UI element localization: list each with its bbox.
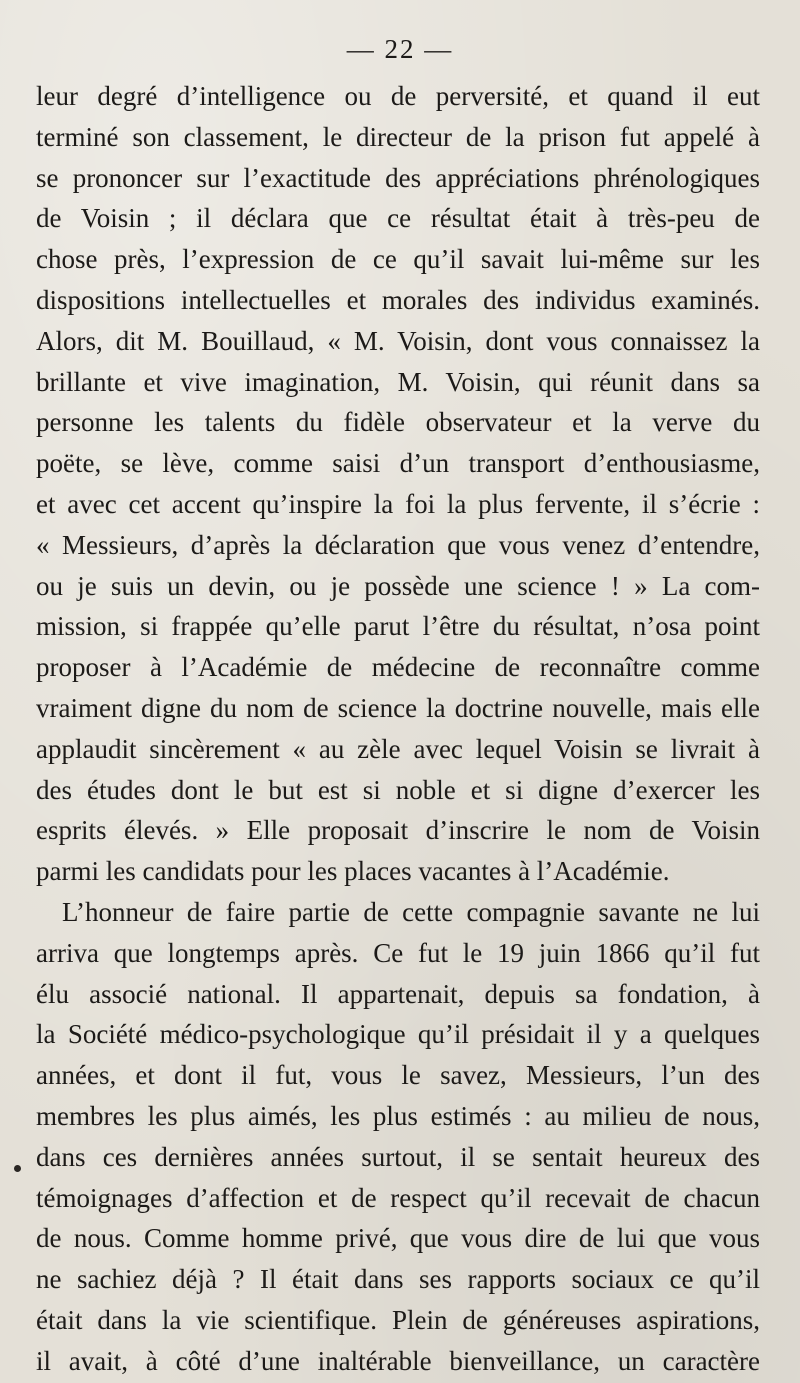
text-line: était dans la vie scientifique. Plein de généreuses aspirations, (36, 1304, 760, 1335)
text-line: de Voisin ; il déclara que ce résultat était à très-peu de (36, 203, 760, 234)
text-line: se prononcer sur l’exactitude des appréciations phrénologiques (36, 162, 760, 193)
text-line: chose près, l’expression de ce qu’il savait lui-même sur les (36, 244, 760, 275)
text-line: la Société médico-psychologique qu’il présidait il y a quelques (36, 1019, 760, 1050)
text-line: arriva que longtemps après. Ce fut le 19 juin 1866 qu’il fut (36, 937, 760, 968)
body-text (36, 76, 760, 1382)
text-line: membres les plus aimés, les plus estimés : au milieu de nous, (36, 1100, 760, 1131)
text-line: ne sachiez déjà ? Il était dans ses rapports sociaux ce qu’il (36, 1264, 760, 1295)
text-line: Alors, dit M. Bouillaud, « M. Voisin, dont vous connaissez la (36, 325, 760, 356)
text-line: poëte, se lève, comme saisi d’un transport d’enthousiasme, (36, 448, 760, 479)
page-number: — 22 — (346, 34, 454, 64)
text-line: esprits élevés. » Elle proposait d’inscrire le nom de Voisin (36, 815, 760, 846)
text-line: témoignages d’affection et de respect qu’il recevait de chacun (36, 1182, 760, 1213)
text-line: il avait, à côté d’une inaltérable bienveillance, un caractère (36, 1345, 760, 1376)
margin-speck (14, 1165, 21, 1172)
text-line: personne les talents du fidèle observateur et la verve du (36, 407, 760, 438)
text-line: et avec cet accent qu’inspire la foi la plus fervente, il s’écrie : (36, 488, 760, 519)
text-line: « Messieurs, d’après la déclaration que vous venez d’entendre, (36, 529, 760, 560)
text-line: dans ces dernières années surtout, il se sentait heureux des (36, 1141, 760, 1172)
text-line: parmi les candidats pour les places vacantes à l’Académie. (36, 856, 670, 887)
text-line: vraiment digne du nom de science la doctrine nouvelle, mais elle (36, 692, 760, 723)
text-line: des études dont le but est si noble et si digne d’exercer les (36, 774, 760, 805)
text-line: L’honneur de faire partie de cette compagnie savante ne lui (62, 896, 760, 927)
text-line: brillante et vive imagination, M. Voisin, qui réunit dans sa (36, 366, 760, 397)
text-line: années, et dont il fut, vous le savez, Messieurs, l’un des (36, 1060, 760, 1091)
text-line: proposer à l’Académie de médecine de reconnaître comme (36, 652, 760, 683)
text-line: dispositions intellectuelles et morales des individus examinés. (36, 284, 760, 315)
text-line: terminé son classement, le directeur de la prison fut appelé à (36, 121, 760, 152)
text-line: élu associé national. Il appartenait, depuis sa fondation, à (36, 978, 760, 1009)
text-line: applaudit sincèrement « au zèle avec lequel Voisin se livrait à (36, 733, 760, 764)
text-line: de nous. Comme homme privé, que vous dire de lui que vous (36, 1223, 760, 1254)
text-line: mission, si frappée qu’elle parut l’être du résultat, n’osa point (36, 611, 760, 642)
text-line: ou je suis un devin, ou je possède une science ! » La com- (36, 570, 760, 601)
text-line: leur degré d’intelligence ou de perversité, et quand il eut (36, 81, 760, 111)
